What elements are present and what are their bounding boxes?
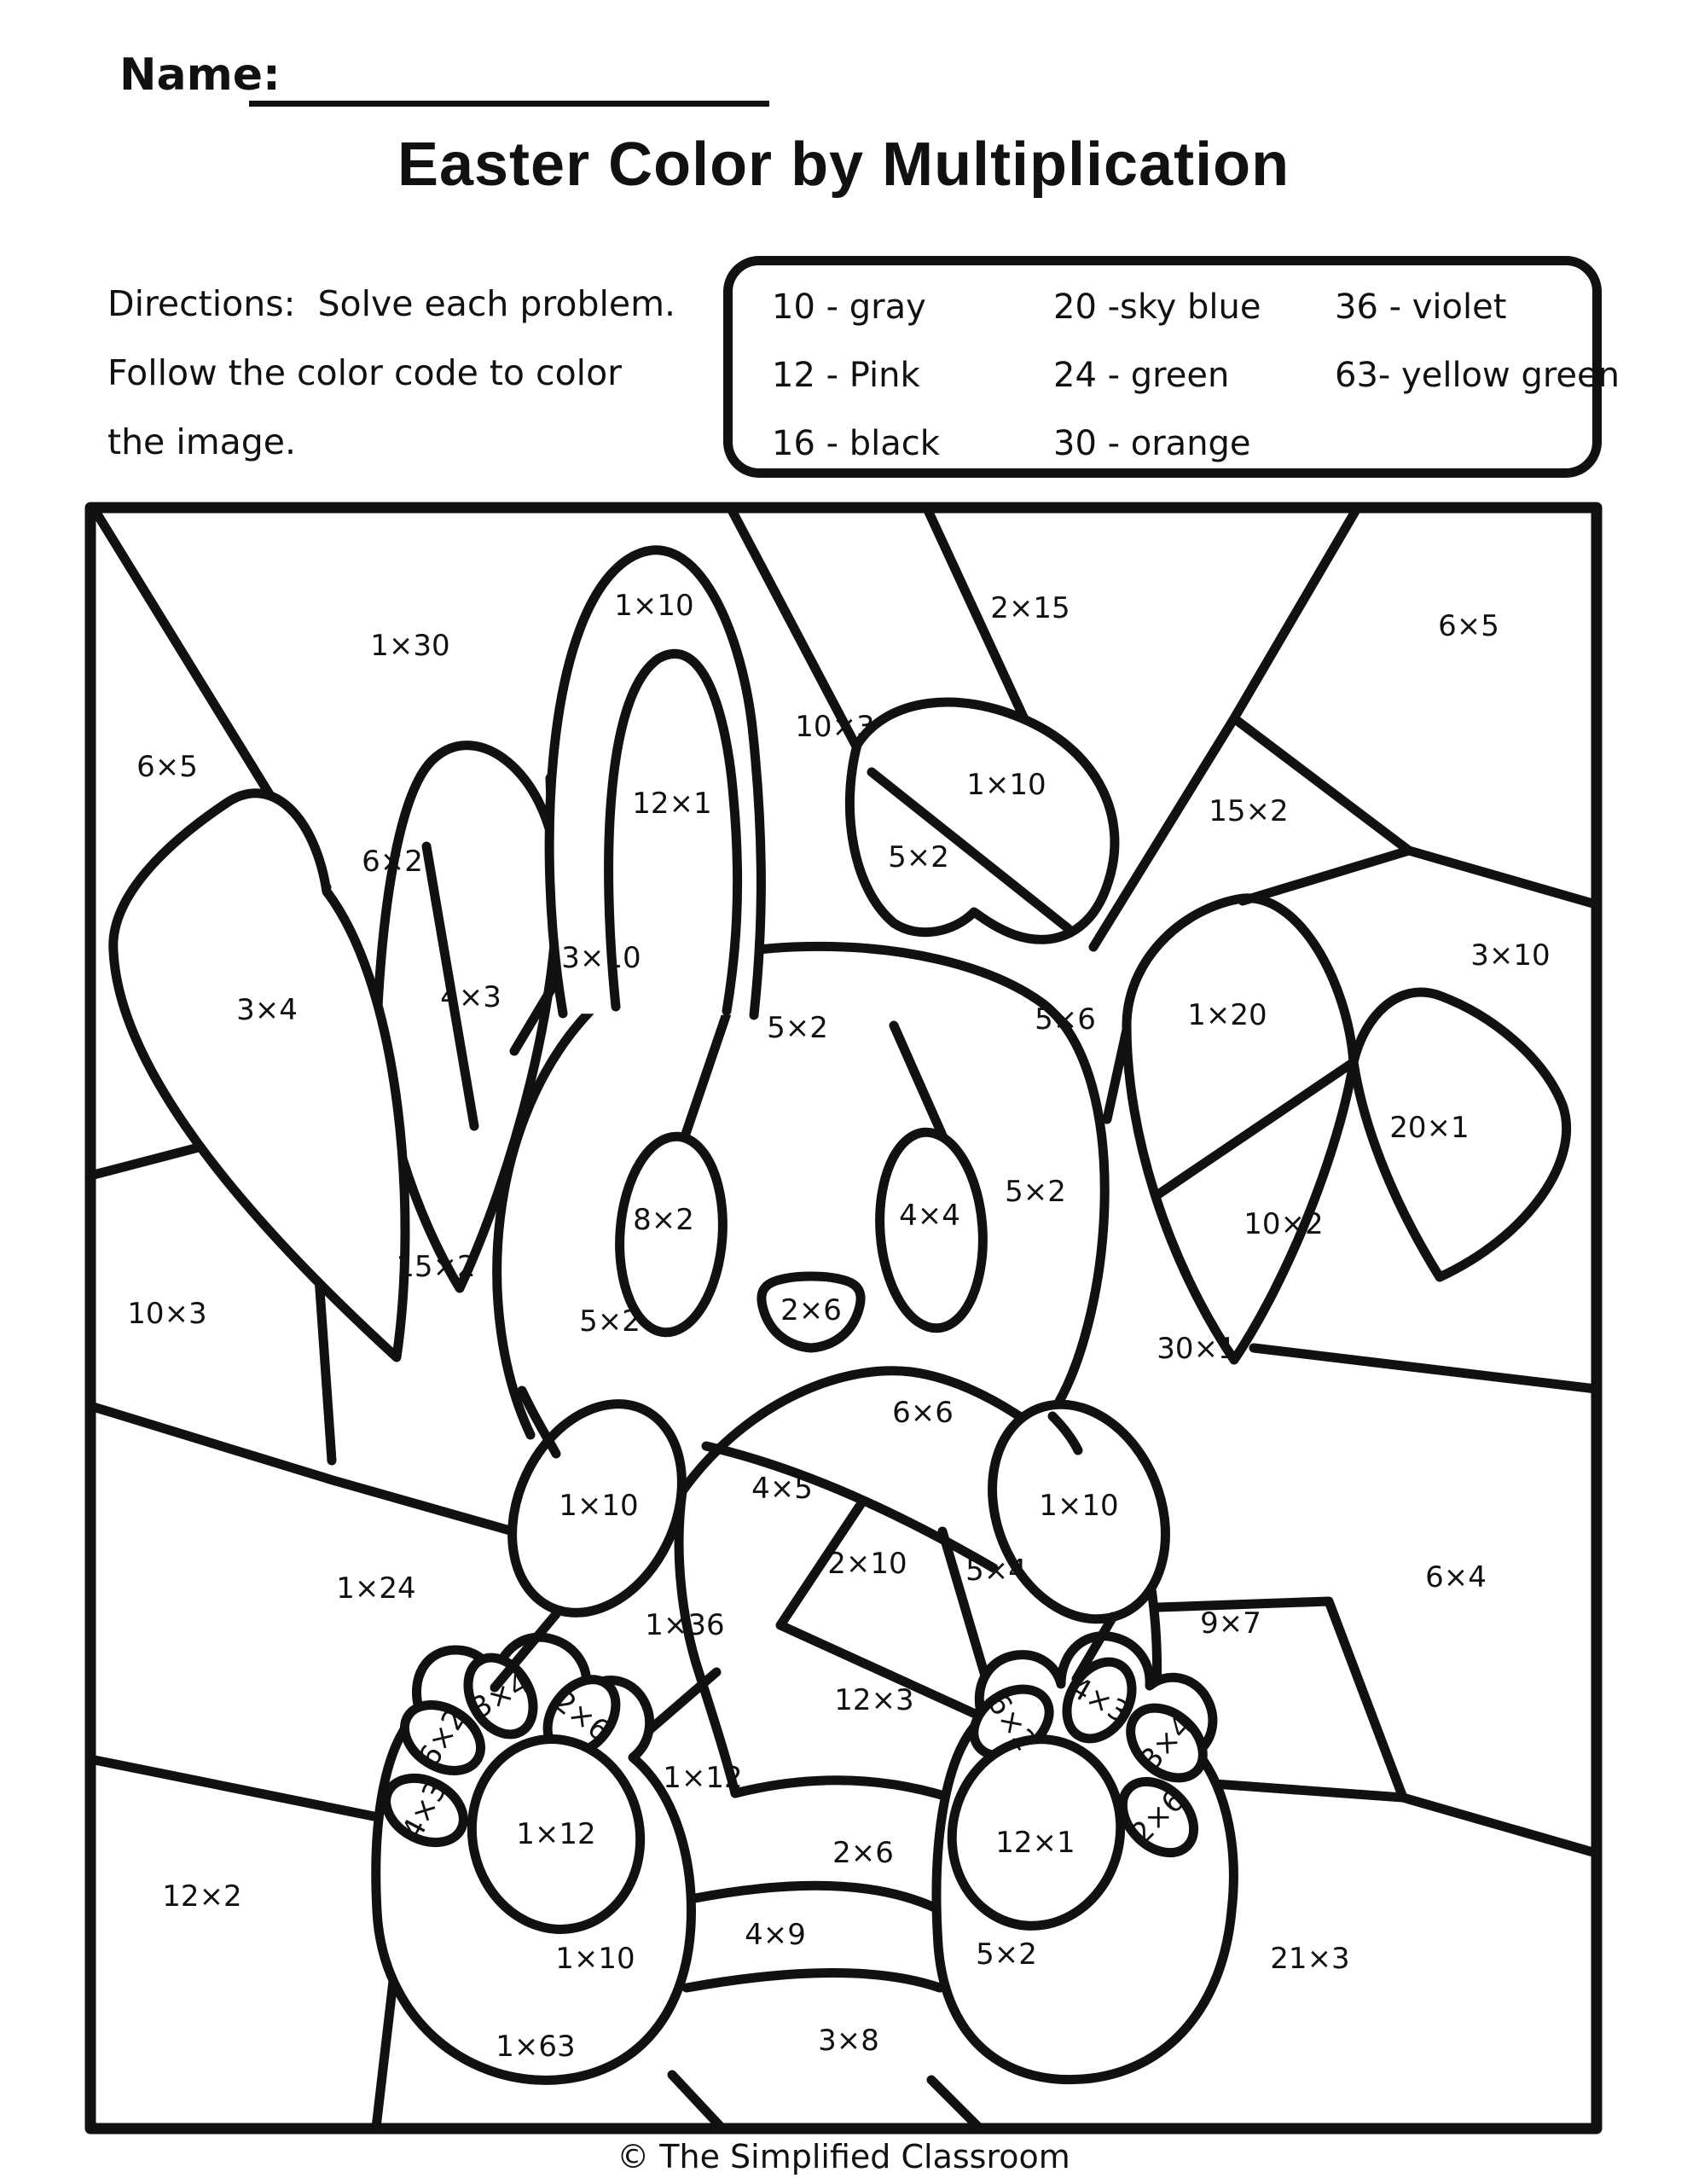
directions-line2: Follow the color code to color [107, 352, 623, 393]
region-label: 4×3 [440, 980, 501, 1014]
copyright-credit: © The Simplified Classroom [617, 2138, 1070, 2175]
directions-line1: Directions: Solve each problem. [107, 283, 676, 324]
region-label: 1×12 [663, 1761, 743, 1795]
color-key-entry: 12 - Pink [772, 356, 920, 395]
region-label: 3×10 [1470, 938, 1551, 973]
color-key-entry: 63- yellow green [1335, 356, 1620, 395]
region-label: 1×10 [555, 1942, 635, 1976]
color-key-entry: 16 - black [772, 424, 940, 463]
name-label: Name: [119, 49, 281, 101]
page-title: Easter Color by Multiplication [397, 131, 1290, 199]
color-key-entry: 36 - violet [1335, 288, 1507, 327]
region-label: 12×3 [834, 1683, 914, 1717]
region-label: 4×9 [745, 1918, 806, 1952]
region-label: 2×10 [827, 1547, 907, 1581]
region-label: 1×10 [1039, 1489, 1119, 1523]
directions-line3: the image. [107, 421, 297, 462]
region-label: 21×3 [1270, 1942, 1350, 1976]
region-label: 1×36 [645, 1608, 725, 1642]
region-label: 10×3 [127, 1297, 207, 1331]
region-label: 6×2 [980, 1687, 1043, 1757]
region-label: 4×3 [395, 1774, 455, 1846]
region-label: 12×1 [632, 787, 712, 821]
region-label: 1×10 [559, 1489, 639, 1523]
region-label: 2×15 [990, 591, 1070, 625]
region-label: 15×2 [1209, 794, 1289, 828]
region-label: 4×3 [1064, 1670, 1135, 1731]
color-key-entry: 20 -sky blue [1053, 288, 1261, 327]
region-label: 10×3 [795, 710, 875, 744]
region-label: 6×5 [136, 750, 198, 784]
region-label: 5×2 [1005, 1175, 1066, 1209]
color-key-entry: 30 - orange [1053, 424, 1251, 463]
region-label: 12×2 [162, 1879, 242, 1914]
region-label: 2×6 [832, 1836, 894, 1870]
color-key-entry: 24 - green [1053, 356, 1230, 395]
region-label: 5×6 [1035, 1002, 1096, 1037]
region-label: 8×2 [633, 1203, 694, 1237]
region-label: 30×1 [1157, 1332, 1237, 1366]
region-label: 1×10 [966, 768, 1046, 802]
region-label: 1×10 [614, 589, 694, 623]
region-label: 4×4 [899, 1199, 960, 1233]
region-label: 2×6 [780, 1293, 842, 1327]
color-key-entry: 10 - gray [772, 288, 926, 327]
region-label: 6×5 [1438, 609, 1499, 643]
region-label: 4×5 [751, 1472, 813, 1506]
region-label: 6×2 [412, 1702, 473, 1774]
region-label: 5×2 [976, 1937, 1037, 1972]
region-label: 9×7 [1200, 1606, 1261, 1641]
region-label: 12×1 [995, 1826, 1075, 1860]
region-label: 15×2 [396, 1250, 476, 1284]
region-label: 6×4 [1425, 1560, 1487, 1594]
region-label: 1×12 [516, 1817, 596, 1851]
region-label: 3×4 [465, 1665, 536, 1727]
region-label: 3×4 [1133, 1708, 1200, 1778]
region-label: 5×2 [767, 1011, 828, 1045]
region-label: 10×2 [1244, 1207, 1324, 1241]
region-label: 1×63 [496, 2030, 576, 2064]
region-label: 6×6 [892, 1396, 954, 1430]
region-label: 3×8 [818, 2024, 879, 2058]
region-label: 20×1 [1389, 1111, 1470, 1145]
region-label: 3×4 [236, 993, 298, 1027]
region-label: 1×20 [1187, 998, 1267, 1032]
region-label: 2×6 [1124, 1783, 1192, 1851]
region-label: 5×2 [579, 1304, 641, 1339]
region-label: 5×2 [888, 840, 949, 874]
region-label: 2×6 [547, 1684, 617, 1749]
region-label: 1×30 [370, 629, 450, 663]
region-label: 3×10 [561, 941, 641, 975]
region-label: 6×2 [362, 845, 423, 879]
region-label: 5×4 [965, 1554, 1027, 1588]
region-label: 1×24 [336, 1571, 416, 1606]
